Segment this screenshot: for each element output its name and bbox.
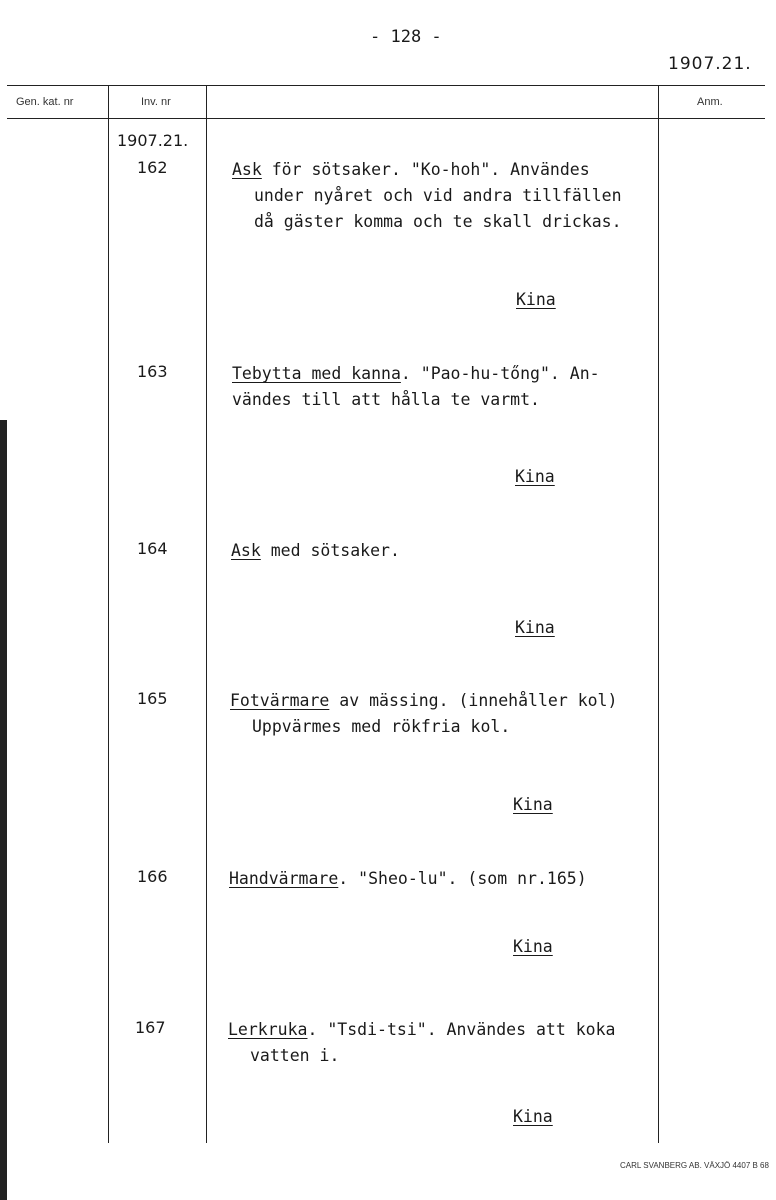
inv-number: 165 (137, 689, 168, 708)
entry-text: med sötsaker. (260, 541, 400, 560)
page-number: - 128 - (370, 27, 442, 47)
entry-place: Kina (513, 937, 553, 956)
entry-line: vatten i. (250, 1046, 340, 1065)
entry-line (230, 688, 617, 714)
column-divider-2 (206, 85, 207, 1143)
inv-number: 163 (137, 362, 168, 381)
entry-line (232, 157, 590, 183)
header-top-rule (7, 85, 765, 86)
entry-place: Kina (516, 290, 556, 309)
entry-title: Fotvärmare (230, 691, 330, 710)
entry-line (232, 361, 600, 387)
entry-text: . "Sheo-lu". (som nr.165) (338, 869, 587, 888)
entry-line (231, 538, 400, 564)
entry-title: Handvärmare (229, 869, 339, 888)
entry-title: Tebytta med kanna (232, 364, 401, 383)
entry-title: Ask (232, 160, 262, 179)
inv-number: 167 (135, 1018, 166, 1037)
header-bottom-rule (7, 118, 765, 119)
column-divider-1 (108, 85, 109, 1143)
entry-line (228, 1017, 615, 1043)
entry-title: Ask (231, 541, 261, 560)
entry-line: Uppvärmes med rökfria kol. (252, 717, 511, 736)
header-inv: Inv. nr (141, 96, 171, 108)
inv-number: 162 (137, 158, 168, 177)
entry-text: . "Tsdi-tsi". Användes att koka (307, 1020, 616, 1039)
header-gen-kat: Gen. kat. nr (16, 96, 74, 108)
entry-text: för sötsaker. "Ko-hoh". Användes (261, 160, 590, 179)
entry-place: Kina (515, 467, 555, 486)
column-divider-3 (658, 85, 659, 1143)
header-anm: Anm. (697, 96, 723, 108)
entry-text: . "Pao-hu-tőng". An- (400, 364, 600, 383)
inv-number: 166 (137, 867, 168, 886)
year-heading: 1907.21. (668, 54, 752, 74)
entry-line: då gäster komma och te skall drickas. (254, 212, 622, 231)
entry-line: under nyåret och vid andra tillfällen (254, 186, 622, 205)
inv-number: 164 (137, 539, 168, 558)
inv-year: 1907.21. (117, 131, 189, 150)
entry-line (229, 866, 587, 892)
entry-place: Kina (513, 1107, 553, 1126)
entry-place: Kina (513, 795, 553, 814)
entry-text: av mässing. (innehåller kol) (329, 691, 618, 710)
entry-line: vändes till att hålla te varmt. (232, 390, 540, 409)
entry-place: Kina (515, 618, 555, 637)
printer-footer: CARL SVANBERG AB. VÄXJÖ 4407 B 68 (620, 1161, 769, 1170)
entry-title: Lerkruka (228, 1020, 308, 1039)
scan-edge-bar (0, 420, 7, 1200)
